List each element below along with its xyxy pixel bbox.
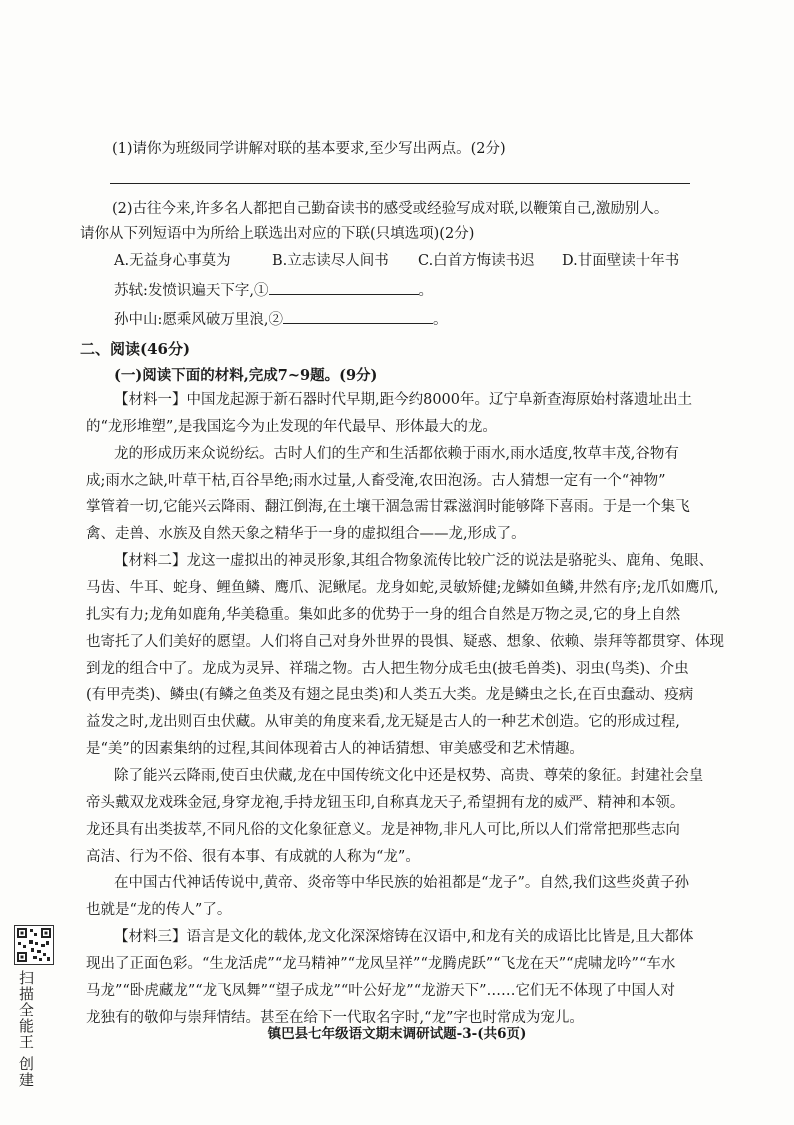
paragraph-line: (有甲壳类)、鳞虫(有鳞之鱼类及有翅之昆虫类)和人类五大类。龙是鳞虫之长,在百虫蠢动、疫病 xyxy=(86,687,694,704)
paragraph-line: 益发之时,龙出则百虫伏藏。从审美的角度来看,龙无疑是古人的一种艺术创造。它的形成过程, xyxy=(86,714,680,731)
page-footer: 镇巴县七年级语文期末调研试题-3-(共6页) xyxy=(267,1026,527,1042)
couplet-sun-text: 孙中山:愿乘风破万里浪,② xyxy=(114,312,283,328)
paragraph-line: 【材料一】中国龙起源于新石器时代早期,距今约8000年。辽宁阜新查海原始村落遗址出土 xyxy=(114,392,693,408)
answer-blank-1[interactable] xyxy=(269,280,419,295)
paragraph-line: 到龙的组合中了。龙成为灵异、祥瑞之物。古人把生物分成毛虫(披毛兽类)、羽虫(鸟类)、介虫 xyxy=(86,660,689,677)
paragraph-line: 龙的形成历来众说纷纭。古时人们的生产和生活都依赖于雨水,雨水适度,牧草丰茂,谷物有 xyxy=(114,445,679,462)
paragraph-line: 高洁、行为不俗、很有本事、有成就的人称为“龙”。 xyxy=(86,848,420,865)
paragraph-line: 在中国古代神话传说中,黄帝、炎帝等中华民族的始祖都是“龙子”。自然,我们这些炎黄子孙 xyxy=(114,875,690,892)
option-a: A.无益身心事莫为 xyxy=(114,253,231,269)
paragraph-line: 【材料三】语言是文化的载体,龙文化深深熔铸在汉语中,和龙有关的成语比比皆是,且大都体 xyxy=(114,929,694,945)
paragraph-line: 禽、走兽、水族及自然天象之精华于一身的虚拟组合——龙,形成了。 xyxy=(86,526,526,543)
couplet-su-shi-text: 苏轼:发愤识遍天下字,① xyxy=(114,283,269,299)
paragraph-line: 也就是“龙的传人”了。 xyxy=(86,902,232,919)
qr-code-icon xyxy=(14,925,54,965)
option-d: D.甘面壁读十年书 xyxy=(562,253,680,269)
paragraph-line: 【材料二】龙这一虚拟出的神灵形象,其组合物象流传比较广泛的说法是骆驼头、鹿角、兔眼、 xyxy=(114,553,714,570)
section-2-title: 二、阅读(46分) xyxy=(80,340,191,358)
question-1: (1)请你为班级同学讲解对联的基本要求,至少写出两点。(2分) xyxy=(112,141,506,157)
answer-blank-2[interactable] xyxy=(283,309,433,324)
paragraph-line: 龙还具有出类拔萃,不同凡俗的文化象征意义。龙是神物,非凡人可比,所以人们常常把那些志向 xyxy=(86,821,680,838)
paragraph-line: 扎实有力;龙角如鹿角,华美稳重。集如此多的优势于一身的组合自然是万物之灵,它的身上自然 xyxy=(86,606,681,623)
paragraph-line: 也寄托了人们美好的愿望。人们将自己对身外世界的畏惧、疑惑、想象、依赖、崇拜等都贯穿、体现 xyxy=(86,633,724,650)
question-2-line2: 请你从下列短语中为所给上联选出对应的下联(只填选项)(2分) xyxy=(80,226,475,242)
paragraph-line: 的“龙形堆塑”,是我国迄今为止发现的年代最早、形体最大的龙。 xyxy=(86,418,497,435)
paragraph-line: 除了能兴云降雨,使百虫伏藏,龙在中国传统文化中还是权势、高贵、尊荣的象征。封建社会皇 xyxy=(114,767,704,784)
paragraph-line: 帝头戴双龙戏珠金冠,身穿龙袍,手持龙钮玉印,自称真龙天子,希望拥有龙的威严、精神和本领。 xyxy=(86,794,685,811)
option-b: B.立志读尽人间书 xyxy=(272,253,389,269)
paragraph-line: 是“美”的因素集纳的过程,其间体现着古人的神话猜想、审美感受和艺术情趣。 xyxy=(86,741,584,757)
couplet-su-shi xyxy=(114,280,433,301)
couplet-sun-zhongshan xyxy=(114,309,448,330)
answer-line-1 xyxy=(110,183,690,184)
couplet-sun-end: 。 xyxy=(433,312,448,328)
section-2-sub1: (一)阅读下面的材料,完成7~9题。(9分) xyxy=(114,367,378,384)
paragraph-line: 掌管着一切,它能兴云降雨、翻江倒海,在土壤干涸急需甘霖滋润时能够降下喜雨。于是一个集飞 xyxy=(86,499,690,516)
couplet-su-shi-end: 。 xyxy=(418,283,433,299)
paragraph-line: 马齿、牛耳、蛇身、鲤鱼鳞、鹰爪、泥鳅尾。龙身如蛇,灵敏矫健;龙鳞如鱼鳞,井然有序;龙爪如鹰爪, xyxy=(86,580,719,596)
scanner-watermark: 扫描全能王 创建 xyxy=(17,970,35,1088)
paragraph-line: 龙独有的敬仰与崇拜情结。甚至在给下一代取名字时,“龙”字也时常成为宠儿。 xyxy=(86,1009,584,1026)
paragraph-line: 现出了正面色彩。“生龙活虎”“龙马精神”“龙凤呈祥”“龙腾虎跃”“飞龙在天”“虎啸龙吟”“车水 xyxy=(86,955,676,972)
paragraph-line: 马龙”“卧虎藏龙”“龙飞凤舞”“望子成龙”“叶公好龙”“龙游天下”……它们无不体现了中国人对 xyxy=(86,982,676,999)
paragraph-line: 成;雨水之缺,叶草干枯,百谷旱绝;雨水过量,人畜受淹,农田泡汤。古人猜想一定有一个“神物” xyxy=(86,472,666,489)
question-2-line1: (2)古往今来,许多名人都把自己勤奋读书的感受或经验写成对联,以鞭策自己,激励别人。 xyxy=(112,201,669,217)
option-c: C.白首方悔读书迟 xyxy=(418,253,535,269)
